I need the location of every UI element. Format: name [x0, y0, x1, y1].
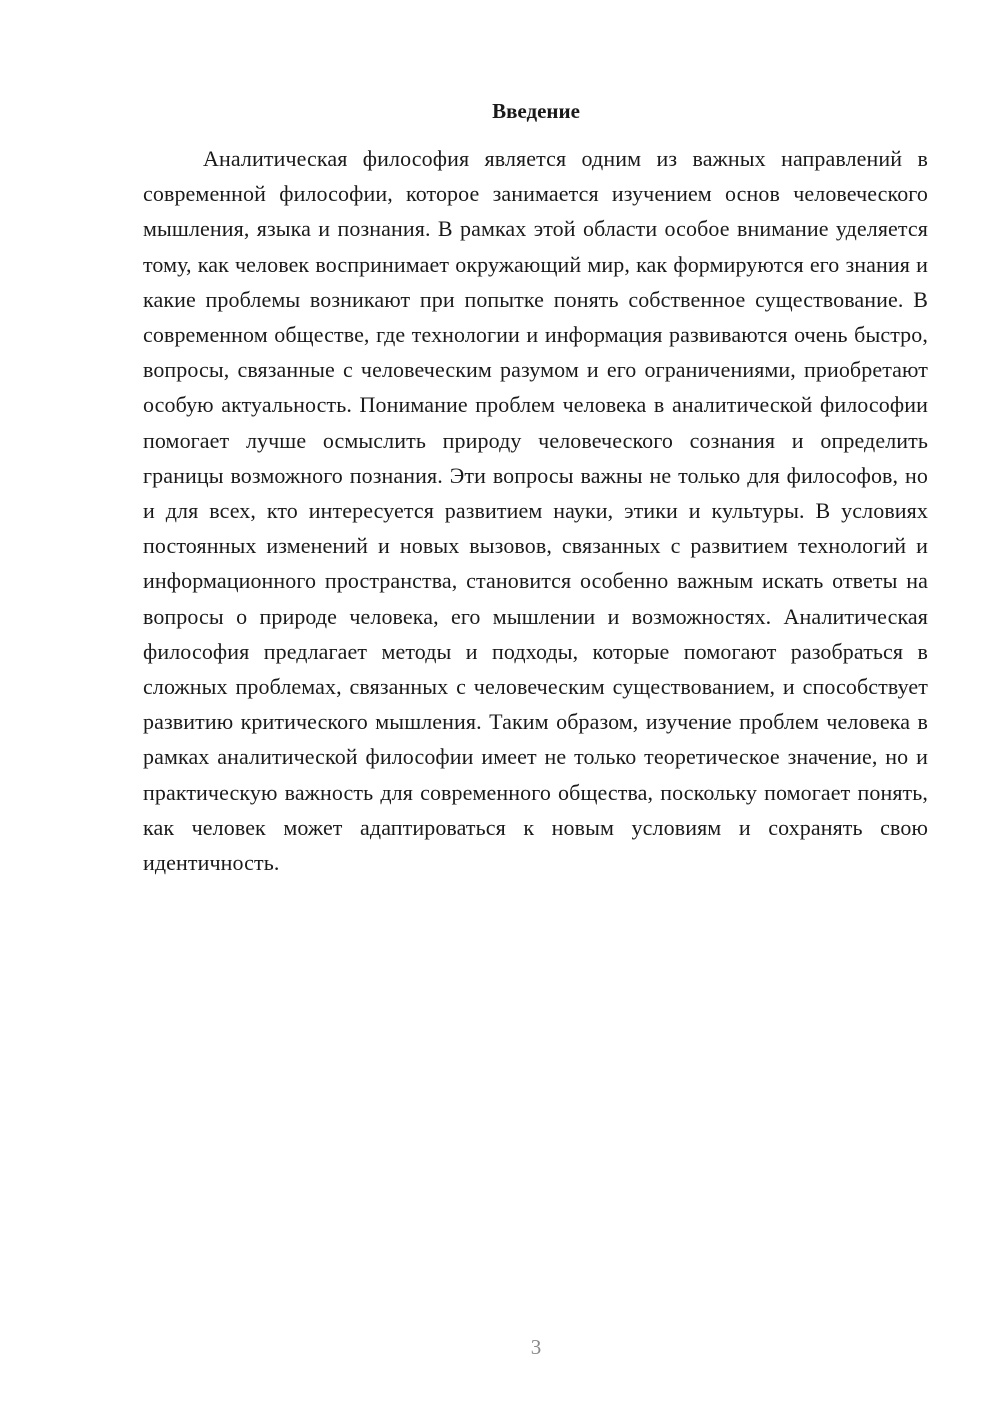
page-title: Введение [492, 99, 580, 123]
body-paragraph: Аналитическая философия является одним из важных направлений в современной философии, которое занимается изучением основ человеческого мышления, языка и познания. В рамках этой области особое внимание уделяется тому, как человек воспринимает окружающий мир, как формируются его знания и какие проблемы возникают при попытке понять собственное существование. В современном обществе, где технологии и информация развиваются очень быстро, вопросы, связанные с человеческим разумом и его ограничениями, приобретают особую актуальность. Понимание проблем человека в аналитической философии помогает лучше осмыслить природу человеческого сознания и определить границы возможного познания. Эти вопросы важны не только для философов, но и для всех, кто интересуется развитием науки, этики и культуры. В условиях постоянных изменений и новых вызовов, связанных с развитием технологий и информационного пространства, становится особенно важным искать ответы на вопросы о природе человека, его мышлении и возможностях. Аналитическая философия предлагает методы и подходы, которые помогают разобраться в сложных проблемах, связанных с человеческим существованием, и способствует развитию критического мышления. Таким образом, изучение проблем человека в рамках аналитической философии имеет не только теоретическое значение, но и практическую важность для современного общества, поскольку помогает понять, как человек может адаптироваться к новым условиям и сохранять свою идентичность. [143, 146, 928, 876]
page-number: 3 [530, 1335, 542, 1359]
